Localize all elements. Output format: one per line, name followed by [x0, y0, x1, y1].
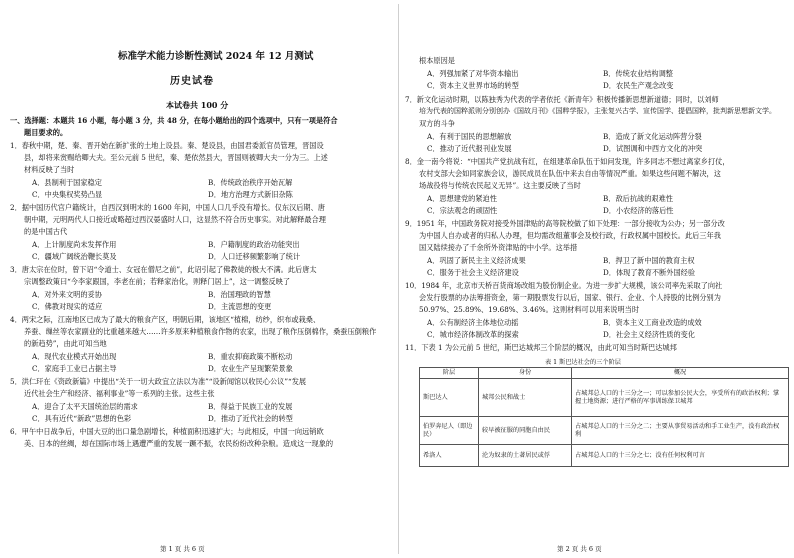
question-7-line: 7．新文化运动时期，以陈独秀为代表的学者依托《新青年》积极传播新思想新道德；同时，以刘师 — [405, 95, 719, 104]
option-5b[interactable]: B．得益于民族工业的发展 — [208, 402, 293, 411]
column-divider — [398, 4, 399, 554]
option-10b[interactable]: B．资本主义工商业改造的成效 — [603, 318, 702, 327]
option-4c[interactable]: C．家庭手工业已占据主导 — [32, 364, 117, 373]
table-cell: 占城邦总人口的十三分之七；没有任何权利可言 — [572, 445, 789, 467]
question-2-line: 的是中国古代 — [24, 227, 68, 236]
option-5c[interactable]: C．具有近代“新政”思想的色彩 — [32, 414, 132, 423]
table-cell: 伯罗奔尼人（即边民） — [420, 417, 479, 445]
option-5d[interactable]: D．推动了近代社会的转型 — [208, 414, 293, 423]
option-7c[interactable]: C．推动了近代报刊业发展 — [427, 144, 512, 153]
option-9d[interactable]: D．体现了教育不断外国经验 — [603, 268, 696, 277]
question-4-line: 4．两宋之际，江南地区已成为了最大的粮食产区，明朝后期，该地区“植棉，纺纱，织布或栽桑、 — [10, 315, 321, 324]
option-10a[interactable]: A．公有制经济主体地位动摇 — [427, 318, 519, 327]
option-1d[interactable]: D．地方治理方式新旧杂陈 — [208, 190, 293, 199]
question-8-line: 8．金一南今将说：“中国共产党抗战有红，在组建革命队伍于如问发现，许多同志不想过离家乡打仗， — [405, 157, 730, 166]
table-cell: 较早被征服的同胞自由民 — [479, 417, 572, 445]
question-5-line: 近代社会生产和经济、福利事业”等一系列的主张。这些主张 — [24, 389, 215, 398]
score-note: 本试卷共 100 分 — [166, 100, 229, 110]
option-2a[interactable]: A．上计制度尚未发挥作用 — [32, 240, 117, 249]
option-2d[interactable]: D．人口迁移频繁影响了统计 — [208, 252, 301, 261]
option-4b[interactable]: B．重农抑商政策不断松动 — [208, 352, 293, 361]
option-8d[interactable]: D．小农经济的落后性 — [603, 206, 674, 215]
question-9-line: 国又陆续接办了千余所外资津贴的中小学。这举措 — [419, 243, 578, 252]
question-2-line: 2．据中国历代官户籍统计，自西汉到明末的 1600 年间，中国人口几乎没有增长。仅东汉后期、唐 — [10, 203, 325, 212]
question-10-line: 会发行股票的办法筹措资金，第一期股票发行以后，国家、银行、企业、个人持股的比例分别为 — [419, 293, 721, 302]
option-8b[interactable]: B．敌后抗战的艰难性 — [603, 194, 673, 203]
question-5-line: 5．洪仁玕在《资政新篇》中提出“关于一切大政宜立法以为准”“设新闻馆以收民心公议”“发展 — [10, 377, 307, 386]
question-11-line: 11．下表 1 为公元前 5 世纪，斯巴达城邦三个阶层的概况，由此可知当时斯巴达城邦 — [405, 343, 677, 352]
option-1a[interactable]: A．县制利于国家稳定 — [32, 178, 102, 187]
option-3b[interactable]: B．治国理政的智慧 — [208, 290, 271, 299]
question-7-line: 双方的斗争 — [419, 119, 455, 128]
table-cell: 斯巴达人 — [420, 379, 479, 417]
question-8-line: 场战役将与传统农民起义无异”。这主要反映了当时 — [419, 181, 581, 190]
question-4-line: 养蚕、缫丝等农家副业的比重越来越大……许多原来种植粮食作物的农家，出现了粮作压倒棉作，桑蚕压倒粮作 — [24, 327, 377, 336]
option-10c[interactable]: C．城市经济体制改革的探索 — [427, 330, 519, 339]
option-9c[interactable]: C．服务于社会主义经济建设 — [427, 268, 519, 277]
question-10-line: 50.97%、25.89%、19.68%、3.46%。这则材料可以用来说明当时 — [419, 305, 640, 314]
option-1c[interactable]: C．中央集权奖势凸显 — [32, 190, 103, 199]
left-column — [10, 0, 397, 558]
table-cell: 沦为奴隶的土著居民或俘 — [479, 445, 572, 467]
question-1-line: 材料反映了当时 — [24, 165, 75, 174]
option-6d[interactable]: D．农民生产观念改变 — [603, 81, 674, 90]
option-9a[interactable]: A．巩固了新民主主义经济成果 — [427, 256, 526, 265]
question-9-line: 为中国人自办或者的归私人办理，但均需改组董事会及校行政，行政权属中国校长。此后三年我 — [419, 231, 721, 240]
option-9b[interactable]: B．捍卫了新中国的教育主权 — [603, 256, 695, 265]
section-header: 一、选择题：本题共 16 小题，每小题 3 分，共 48 分，在每小题给出的四个选项中，只有一项是符合 — [10, 116, 338, 125]
table-row — [420, 445, 789, 467]
option-4a[interactable]: A．现代农业模式开始出现 — [32, 352, 117, 361]
option-7d[interactable]: D．试图调和中西方文化的冲突 — [603, 144, 703, 153]
question-2-line: 朝中期，元明两代人口接近或略超过西汉晏盛时人口，这显然不符合历史事实。对此解释最合理 — [24, 215, 326, 224]
option-7b[interactable]: B．造成了新文化运动阵营分裂 — [603, 132, 702, 141]
question-4-line: 的新趋势”，由此可知当地 — [24, 339, 107, 348]
table-cell: 城邦公民和战士 — [479, 379, 572, 417]
question-6-continued: 根本原因是 — [419, 56, 455, 65]
option-5a[interactable]: A．迎合了太平天国统治层的需求 — [32, 402, 138, 411]
table-caption: 表 1 斯巴达社会的三个阶层 — [545, 359, 621, 366]
table-cell: 占城邦总人口的十三分之一；可以参加公民大会，享受所有的政治权利；掌握土地资源；进行严格的军事训练保卫城邦 — [572, 379, 789, 417]
question-6-line: 6．甲午中日战争后，中国大豆的出口量急剧增长，种植面积迅速扩大；与此相反，中国一向远销欧 — [10, 427, 324, 436]
table-header-cell: 身份 — [479, 368, 572, 379]
table-cell: 希洛人 — [420, 445, 479, 467]
option-4d[interactable]: D．农业生产呈现繁荣景象 — [208, 364, 293, 373]
question-8-line: 农村支部大会如同家族会议，游民成员在队伍中来去自由等情况严重。如果这些问题不解决，这 — [419, 169, 721, 178]
page-footer: 第 2 页 共 6 页 — [557, 545, 602, 553]
option-6c[interactable]: C．资本主义世界市场的转型 — [427, 81, 519, 90]
option-2c[interactable]: C．疆域广阔统治鞭长莫及 — [32, 252, 117, 261]
option-3a[interactable]: A．对外来文明的妥协 — [32, 290, 102, 299]
section-header-cont: 题目要求的。 — [24, 128, 68, 137]
option-1b[interactable]: B．传统政治秩序开始瓦解 — [208, 178, 293, 187]
page-footer: 第 1 页 共 6 页 — [160, 545, 205, 553]
right-column — [405, 0, 792, 558]
option-2b[interactable]: B．户籍制度的政治功能突出 — [208, 240, 300, 249]
question-3-line: 宗调整政策曰“今李家跟国，李老在前；若释家治化，则释门居上”，这一调整反映了 — [24, 277, 291, 286]
option-3c[interactable]: C．佛教对现实的适应 — [32, 302, 103, 311]
option-6a[interactable]: A．列强加紧了对华资本输出 — [427, 69, 519, 78]
question-6-line: 美、日本的丝綢，却在国际市场上遇遭严重的发展一蹶不振，农民纷纷改种杂粮。造成这一现象的 — [24, 439, 334, 448]
option-6b[interactable]: B．传统农业结构调整 — [603, 69, 673, 78]
option-3d[interactable]: D．主流思想的变更 — [208, 302, 272, 311]
strata-table — [419, 367, 789, 467]
question-1-line: 1．春秋中期，楚、秦、晋开始在新扩张的土地上设县。秦、楚设县，由国君委派官员管理，晋国设 — [10, 141, 324, 150]
question-3-line: 3．唐太宗在位时，曾下诏“令道士、女冠在僧尼之前”，此诏引起了佛教徒的极大不满。此后唐太 — [10, 265, 317, 274]
subject-title: 历史试卷 — [170, 76, 214, 87]
table-header-cell: 阶层 — [420, 368, 479, 379]
question-7-line: 培为代表的国粹派则分别创办《国故月刊》《国粹学报》，主张复兴古学、宣传国学、提倡国粹，批判新思想新文学。 — [419, 107, 776, 115]
option-8c[interactable]: C．宗法观念的顽固性 — [427, 206, 498, 215]
table-header-row — [420, 368, 789, 379]
option-10d[interactable]: D．社会主义经济性质的变化 — [603, 330, 696, 339]
question-1-line: 县，却将来赏赐给卿大夫。至公元前 5 世纪，秦、楚依然县大，晋国则被卿大夫一分为三。上述 — [24, 153, 328, 162]
table-header-cell: 概况 — [572, 368, 789, 379]
option-7a[interactable]: A．有利于国民的思想解放 — [427, 132, 512, 141]
table-cell: 占城邦总人口的十三分之二；主要从事贸易活动和手工业生产，没有政治权利 — [572, 417, 789, 445]
question-9-line: 9．1951 年，中国政务院对接受外国津贴的高等院校做了如下处理：一部分接收为公办；另一部分改 — [405, 219, 725, 228]
exam-title: 标准学术能力诊断性测试 2024 年 12 月测试 — [118, 51, 314, 62]
question-10-line: 10．1984 年，北京市天桥百货商场改组为股份制企业。为进一步扩大规模，该公司率先采取了向社 — [405, 281, 723, 290]
table-row — [420, 379, 789, 417]
table-row — [420, 417, 789, 445]
option-8a[interactable]: A．思想建党的紧迫性 — [427, 194, 497, 203]
